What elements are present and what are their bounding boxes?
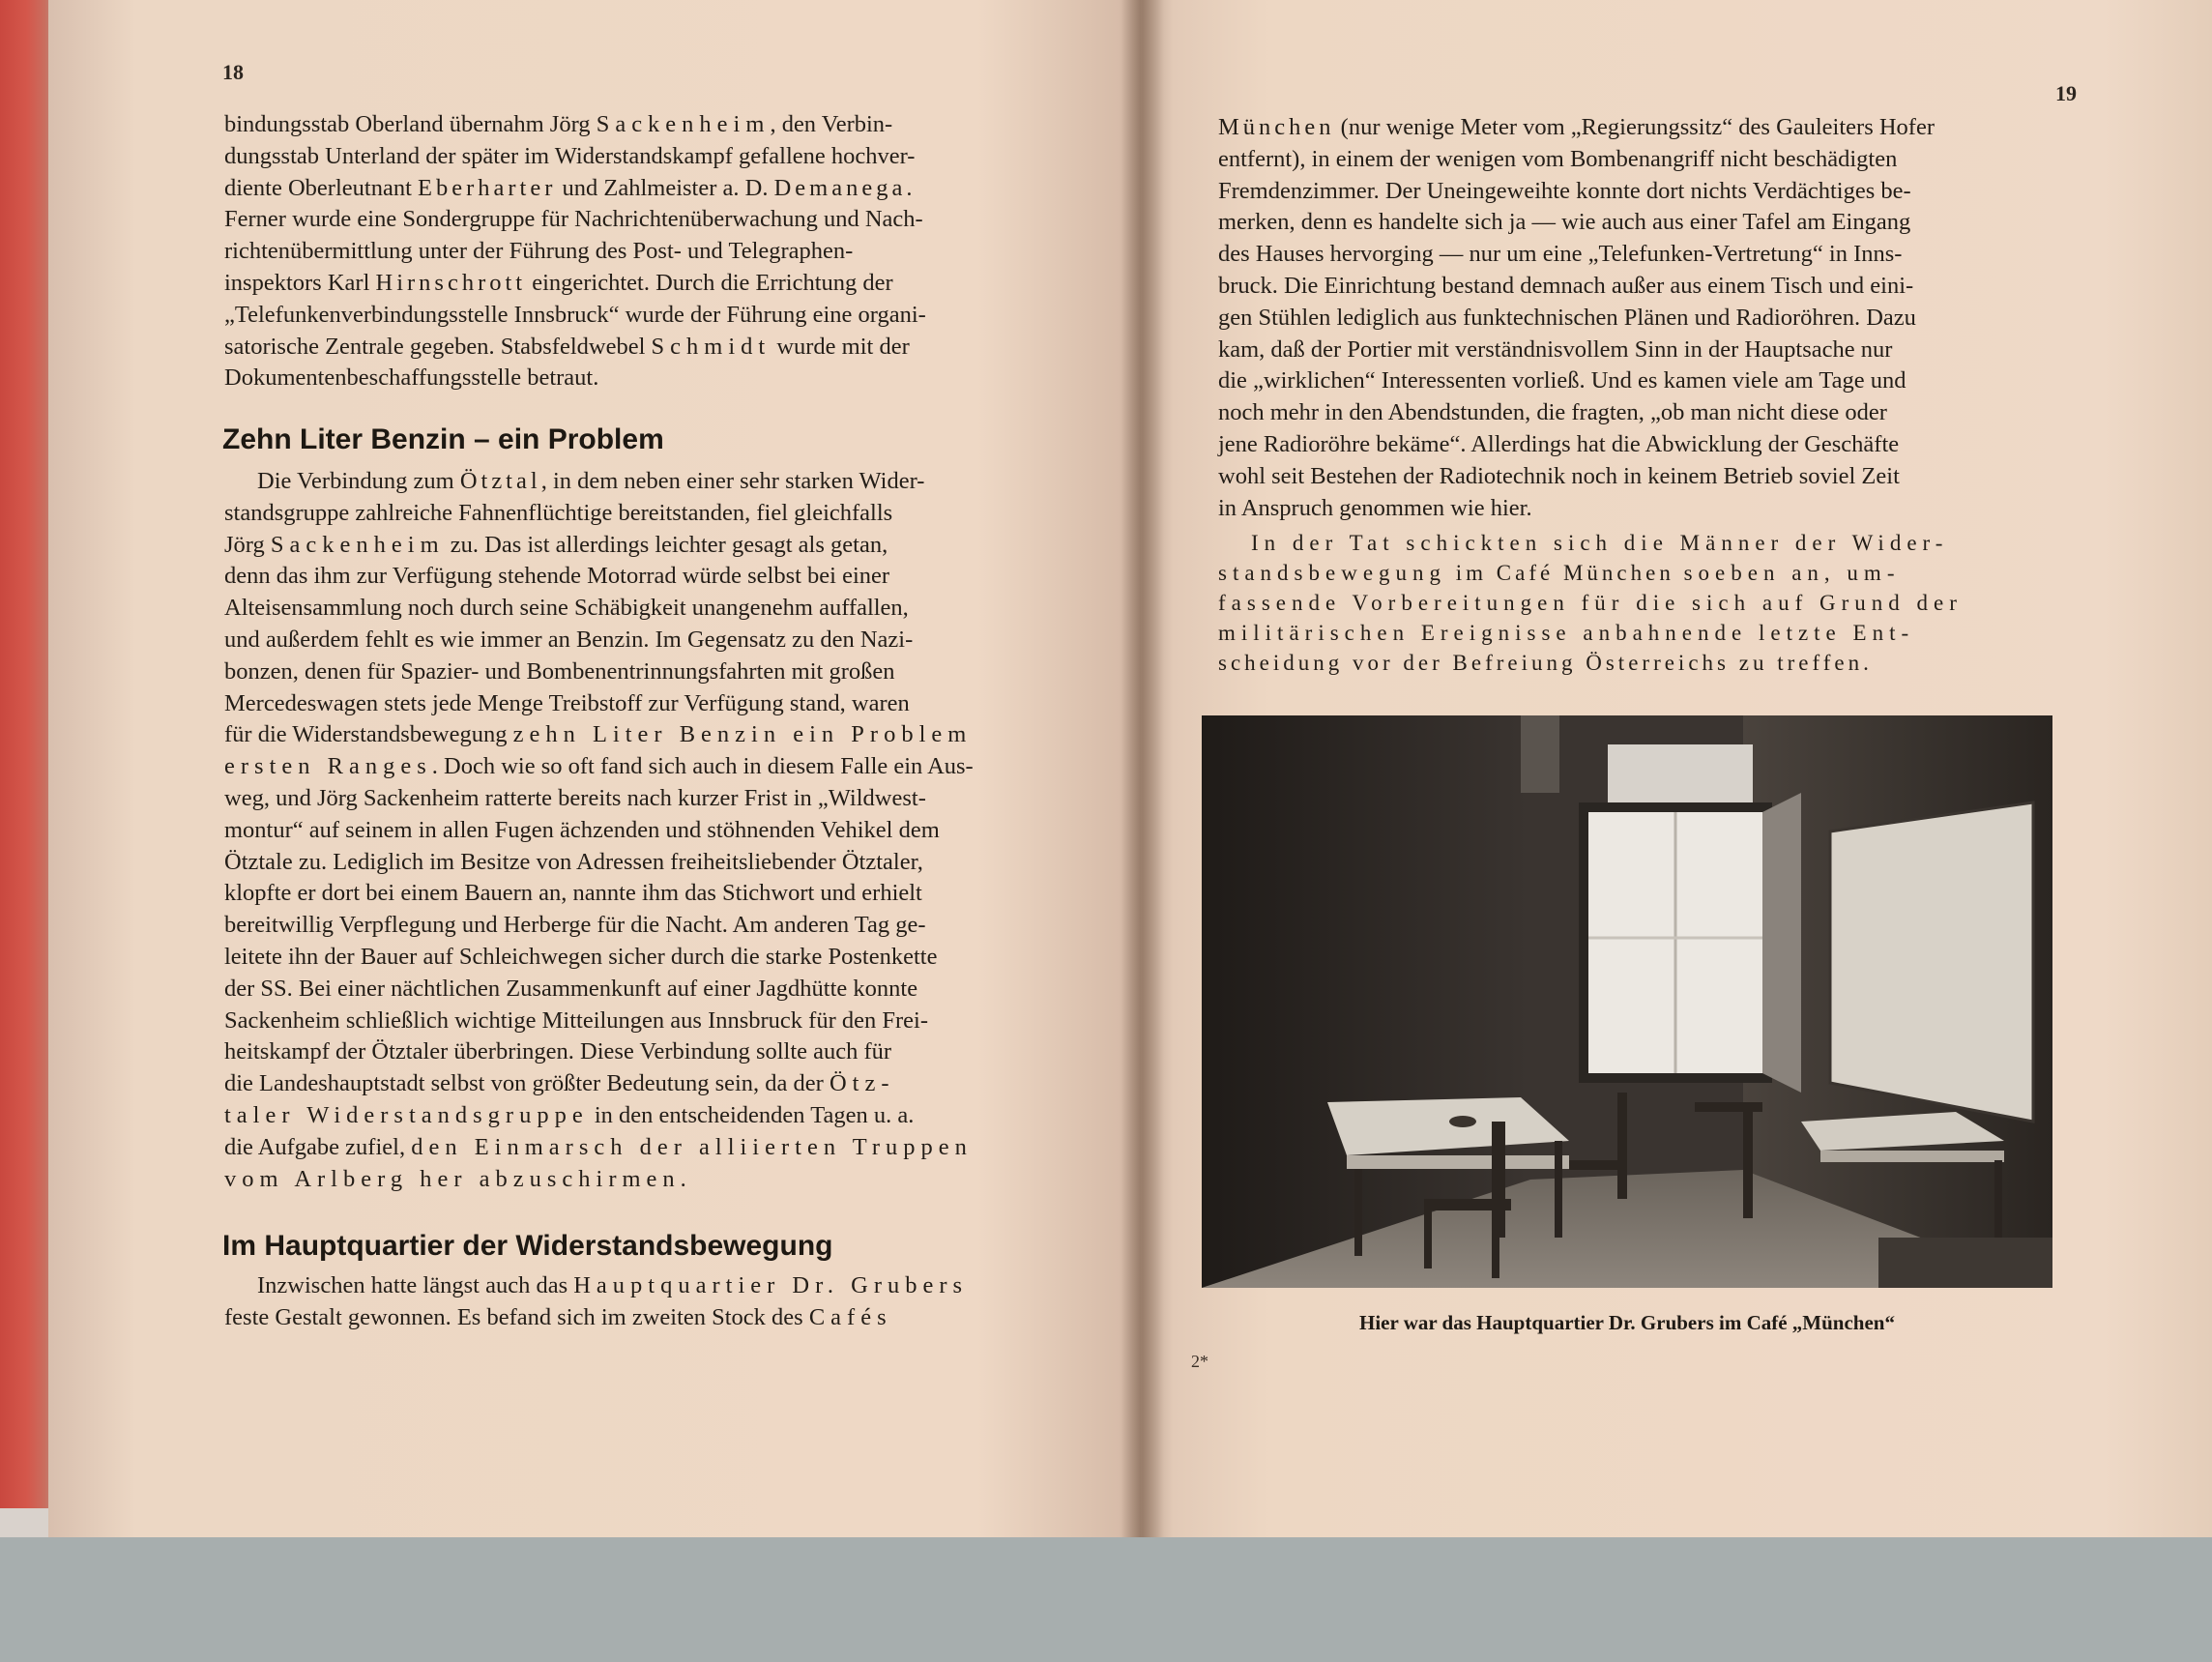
right-paragraph-2: In der Tat schickten sich die Männer der Wider- standsbewegung im Café München soeben an, um- fassende Vorbereitungen für die sich auf Grund der militärischen Ereignisse anbahnende letzte Ent- scheidung vor der Befreiung Österreichs zu treffen. bbox=[1218, 531, 1963, 675]
headquarters-room-photo bbox=[1202, 715, 2052, 1288]
right-paragraph-1: München (nur wenige Meter vom „Regierungssitz“ des Gauleiters Hofer entfernt), in einem der wenigen vom Bombenangriff nicht beschädigten Fremdenzimmer. Der Uneingeweihte konnte dort nichts Verdächtiges be- merken, denn es handelte sich ja — wie auch aus einer Tafel am Eingang des Hauses hervorging — nur um eine „Telefunken-Vertretung“ in Inns- bruck. Die Einrichtung bestand demnach außer aus einem Tisch und eini- gen Stühlen lediglich aus funktechnischen Plänen und Radioröhren. Dazu kam, daß der Portier mit verständnisvollem Sinn in der Hauptsache nur die „wirklichen“ Interessenten vorließ. Und es kamen viele am Tage und noch mehr in den Abendstunden, die fragten, „ob man nicht diese oder jene Radioröhre bekäme“. Allerdings hat die Abwicklung der Geschäfte wohl seit Bestehen der Radiotechnik noch in keinem Betrieb soviel Zeit in Anspruch genommen wie hier. bbox=[1218, 114, 1936, 521]
signature-mark: 2* bbox=[1191, 1352, 1208, 1371]
photo-caption: Hier war das Hauptquartier Dr. Grubers im Café „München“ bbox=[1359, 1311, 1895, 1334]
heading-zehn-liter: Zehn Liter Benzin – ein Problem bbox=[222, 423, 664, 455]
left-page bbox=[48, 0, 1141, 1537]
left-paragraph-3: Inzwischen hatte längst auch das Hauptquartier Dr. Grubers feste Gestalt gewonnen. Es befand sich im zweiten Stock des Cafés bbox=[224, 1272, 969, 1330]
page-number-left: 18 bbox=[222, 60, 244, 84]
book-gutter bbox=[1121, 0, 1164, 1537]
page-number-right: 19 bbox=[2055, 81, 2077, 105]
heading-hauptquartier: Im Hauptquartier der Widerstandsbewegung bbox=[222, 1230, 833, 1262]
left-paragraph-1: bindungsstab Oberland übernahm Jörg Sackenheim, den Verbin- dungsstab Unterland der später im Widerstandskampf gefallene hochver- diente Oberleutnant Eberharter und Zahlmeister a. D. Demanega. Ferner wurde eine Sondergruppe für Nachrichtenüberwachung und Nach- richtenübermittlung unter der Führung des Post- und Telegraphen- inspektors Karl Hirnschrott eingerichtet. Durch die Errichtung der „Telefunkenverbindungsstelle Innsbruck“ wurde der Führung eine organi- satorische Zentrale gegeben. Stabsfeldwebel Schmidt wurde mit der Dokumentenbeschaffungsstelle betraut. bbox=[224, 111, 926, 392]
left-paragraph-2: Die Verbindung zum Ötztal, in dem neben einer sehr starken Wider- standsgruppe zahlreiche Fahnenflüchtige bereitstanden, fiel gleichfalls Jörg Sackenheim zu. Das ist allerdings leichter gesagt als getan, denn das ihm zur Verfügung stehende Motorrad würde selbst bei einer Alteisensammlung noch durch seine Schäbigkeit unangenehm auffallen, und außerdem fehlt es wie immer an Benzin. Im Gegensatz zu den Nazi- bonzen, denen für Spazier- und Bombenentrinnungsfahrten mit großen Mercedeswagen stets jede Menge Treibstoff zur Verfügung stand, waren für die Widerstandsbewegung zehn Liter Benzin ein Problem ersten Ranges. Doch wie so oft fand sich auch in diesem Falle ein Aus- weg, und Jörg Sackenheim ratterte bereits nach kurzer Frist in „Wildwest- montur“ auf seinem in allen Fugen ächzenden und stöhnenden Vehikel dem Ötztale zu. Lediglich im Besitze von Adressen freiheitsliebender Ötztaler, klopfte er dort bei einem Bauern an, nannte ihm das Stichwort und erhielt bereitwillig Verpflegung und Herberge für die Nacht. Am anderen Tag ge- leitete ihn der Bauer auf Schleichwegen sicher durch die starke Postenkette der SS. Bei einer nächtlichen Zusammenkunft auf einer Jagdhütte konnte Sackenheim schließlich wichtige Mitteilungen aus Innsbruck für den Frei- heitskampf der Ötztaler überbringen. Diese Verbindung sollte auch für die Landeshauptstadt selbst von größter Bedeutung sein, da der Ötz- taler Widerstandsgruppe in den entscheidenden Tagen u. a. die Aufgabe zufiel, den Einmarsch der alliierten Truppen vom Arlberg her abzuschirmen. bbox=[224, 468, 974, 1192]
